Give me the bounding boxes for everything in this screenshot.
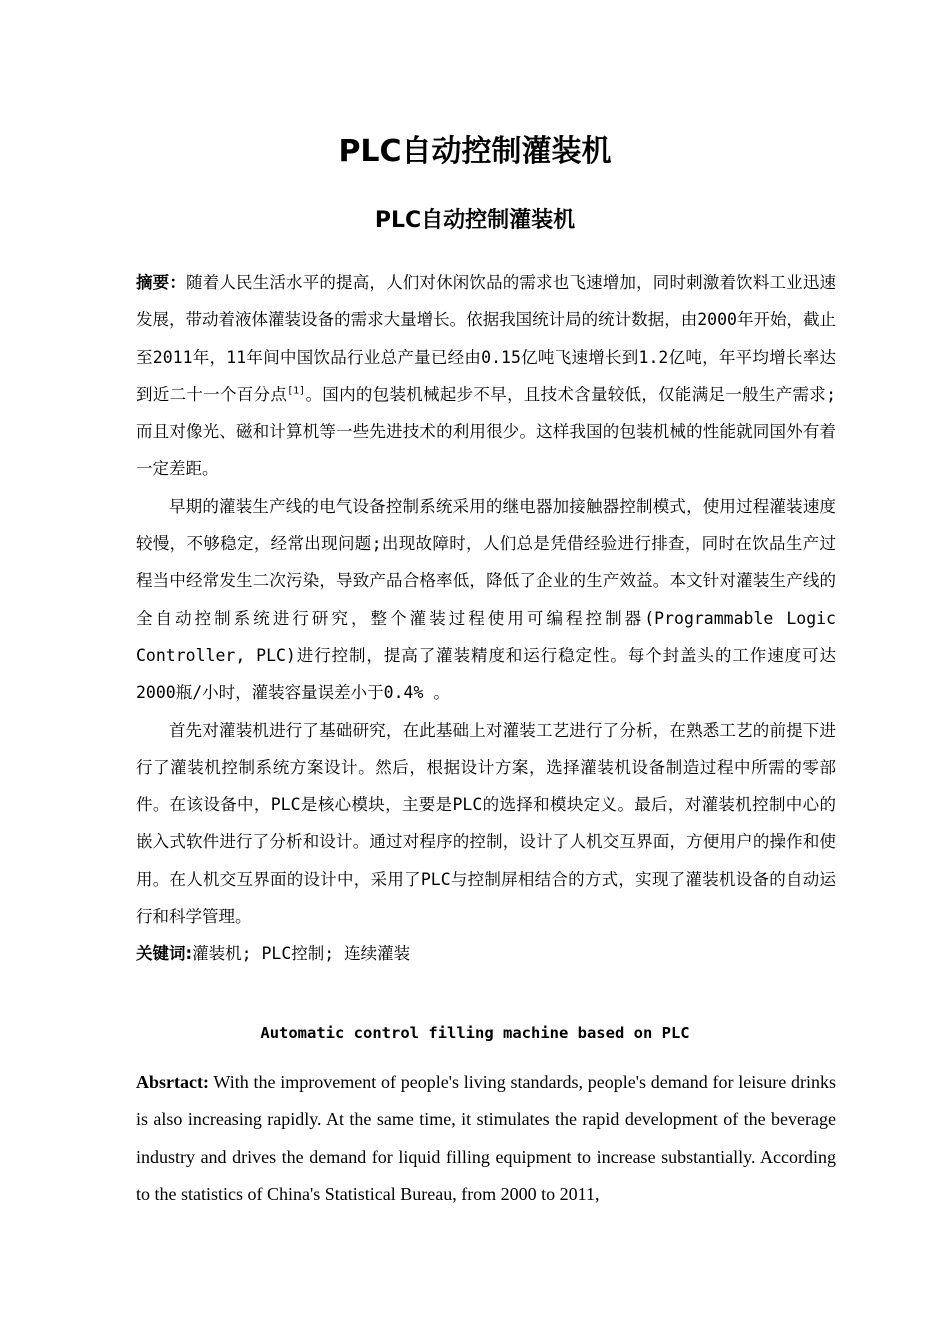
keywords-line	[136, 935, 836, 972]
abstract-paragraph-2: 早期的灌装生产线的电气设备控制系统采用的继电器加接触器控制模式，使用过程灌装速度较慢，不够稳定，经常出现问题;出现故障时，人们总是凭借经验进行排查，同时在饮品生产过程当中经常发生二次污染，导致产品合格率低，降低了企业的生产效益。本文针对灌装生产线的全自动控制系统进行研究，整个灌装过程使用可编程控制器(Programmable Logic Controller, PLC)进行控制，提高了灌装精度和运行稳定性。每个封盖头的工作速度可达2000瓶/小时，灌装容量误差小于0.4% 。	[136, 496, 836, 703]
english-abstract-paragraph	[136, 1064, 836, 1213]
abstract-p1-text: 随着人民生活水平的提高，人们对休闲饮品的需求也飞速增加，同时刺激着饮料工业迅速发展，带动着液体灌装设备的需求大量增长。依据我国统计局的统计数据，由2000年开始，截止至2011年，11年间中国饮品行业总产量已经由0.15亿吨飞速增长到1.2亿吨，年平均增长率达到近二十一个百分点	[136, 273, 837, 404]
abstract-p1-tail: 。国内的包装机械起步不早，且技术含量较低，仅能满足一般生产需求;而且对像光、磁和计算机等一些先进技术的利用很少。这样我国的包装机械的性能就同国外有着一定差距。	[136, 384, 837, 479]
abstract-paragraph-1	[136, 264, 836, 488]
keywords-label: 关键词:	[136, 944, 193, 964]
english-abstract	[136, 1064, 836, 1213]
document-subtitle: PLC自动控制灌装机	[374, 208, 576, 233]
english-abstract-label: Absrtact:	[136, 1072, 209, 1092]
document-title: PLC自动控制灌装机	[338, 134, 612, 169]
abstract-paragraph-3: 首先对灌装机进行了基础研究，在此基础上对灌装工艺进行了分析，在熟悉工艺的前提下进行了灌装机控制系统方案设计。然后，根据设计方案，选择灌装机设备制造过程中所需的零部件。在该设备中，PLC是核心模块，主要是PLC的选择和模块定义。最后，对灌装机控制中心的嵌入式软件进行了分析和设计。通过对程序的控制，设计了人机交互界面，方便用户的操作和使用。在人机交互界面的设计中，采用了PLC与控制屏相结合的方式，实现了灌装机设备的自动运行和科学管理。	[136, 720, 836, 927]
keywords-text: 灌装机; PLC控制; 连续灌装	[192, 944, 411, 964]
english-title: Automatic control filling machine based on PLC	[260, 1024, 690, 1042]
chinese-abstract	[136, 264, 836, 973]
citation-ref: [1]	[287, 385, 306, 397]
english-abstract-text: With the improvement of people's living standards, people's demand for leisure drinks is also increasing rapidly. At the same time, it stimulates the rapid development of the beverage industry and drives the demand for liquid filling equipment to increase substantially. According to the statistics of China's Statistical Bureau, from 2000 to 2011,	[136, 1072, 836, 1204]
abstract-label: 摘要：	[136, 273, 187, 292]
